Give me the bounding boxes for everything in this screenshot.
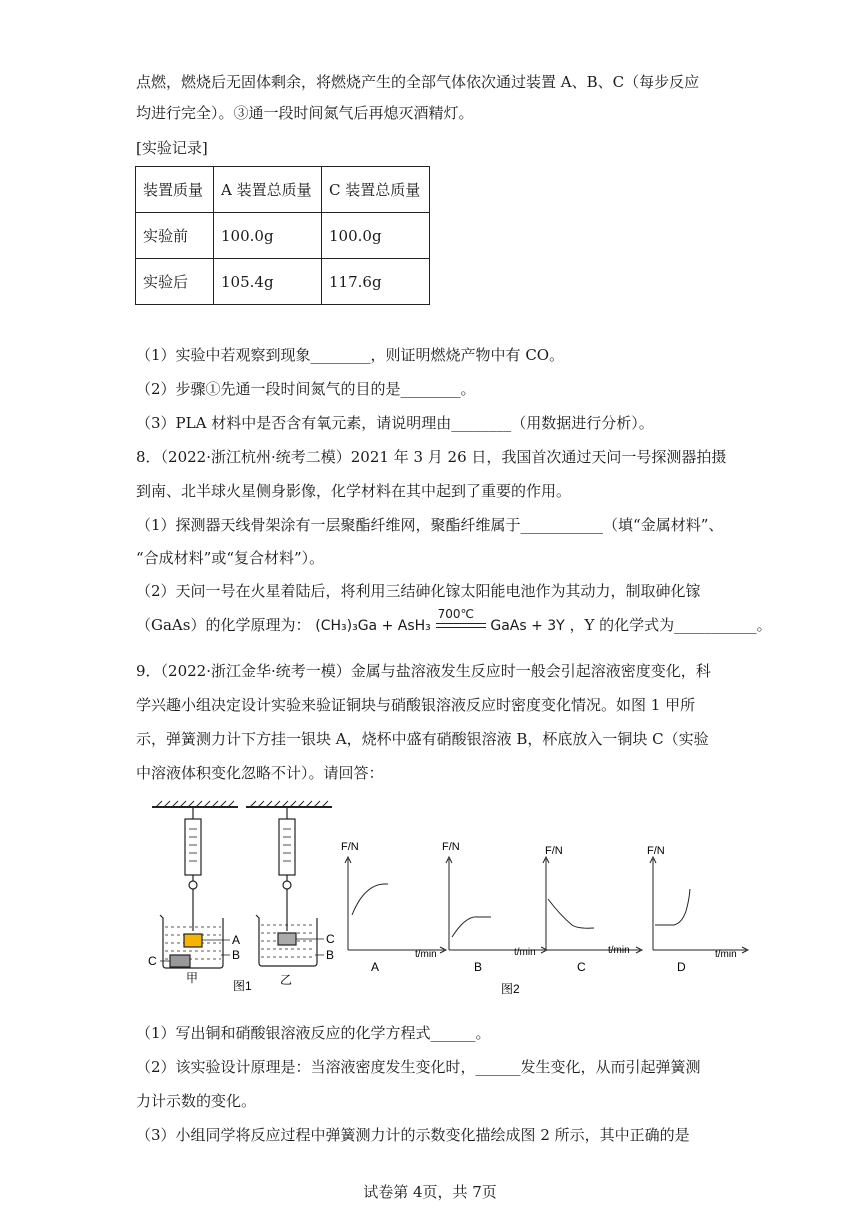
- reaction-arrow: [436, 607, 486, 637]
- table-cell: 实验前: [136, 213, 214, 259]
- graph-d: [650, 857, 748, 953]
- reaction-condition: 700℃: [437, 607, 474, 621]
- graph-a: [345, 857, 446, 953]
- q8-sub1-line-1: （1）探测器天线骨架涂有一层聚酯纤维网，聚酯纤维属于___________（填“金属材料”、: [136, 516, 724, 534]
- q9-head-4: 中溶液体积变化忽略不计）。请回答：: [136, 764, 384, 782]
- graph-a-ylabel: F/N: [341, 841, 359, 853]
- table-row: [136, 213, 430, 259]
- graph-d-ylabel: F/N: [647, 845, 665, 857]
- fig1-label-b-yi: B: [326, 948, 335, 962]
- graph-b-label: B: [474, 960, 483, 974]
- graph-c-xlabel: t/min: [608, 945, 630, 956]
- formula-products: GaAs + 3Y: [490, 618, 565, 634]
- graph-a-label: A: [371, 960, 380, 974]
- record-table: [135, 166, 430, 305]
- table-header-cell: C 装置总质量: [322, 167, 430, 213]
- table-cell: 100.0g: [322, 213, 430, 259]
- q7-sub-3: （3）PLA 材料中是否含有氧元素，请说明理由________（用数据进行分析）。: [136, 414, 654, 432]
- table-cell: 117.6g: [322, 259, 430, 305]
- q9-sub-3: （3）小组同学将反应过程中弹簧测力计的示数变化描绘成图 2 所示，其中正确的是: [136, 1126, 690, 1144]
- graph-d-label: D: [677, 960, 686, 974]
- q7-sub-2: （2）步骤①先通一段时间氮气的目的是________。: [136, 380, 476, 398]
- fig1-label-jia: 甲: [186, 971, 199, 985]
- q9-head-3: 示，弹簧测力计下方挂一银块 A，烧杯中盛有硝酸银溶液 B，杯底放入一铜块 C（实验: [136, 730, 709, 748]
- formula-suffix: ，Y 的化学式为___________。: [569, 616, 772, 634]
- formula-reactants: (CH₃)₃Ga + AsH₃: [315, 618, 431, 634]
- q9-sub-2-cont: 力计示数的变化。: [136, 1092, 257, 1110]
- table-row: [136, 259, 430, 305]
- q9-sub-2: （2）该实验设计原理是：当溶液密度发生变化时，______发生变化，从而引起弹簧测: [136, 1058, 701, 1076]
- q8-head-1: 8．（2022·浙江杭州·统考二模）2021 年 3 月 26 日，我国首次通过天问一号探测器拍摄: [136, 448, 727, 466]
- table-header-cell: 装置质量: [136, 167, 214, 213]
- fig1-label-c-yi: C: [326, 932, 335, 946]
- graph-d-xlabel: t/min: [715, 949, 737, 960]
- table-cell: 105.4g: [214, 259, 322, 305]
- figure2-caption: 图2: [501, 982, 520, 996]
- page-footer: 试卷第 4页，共 7页: [363, 1183, 497, 1201]
- table-header-cell: A 装置总质量: [214, 167, 322, 213]
- table-cell: 实验后: [136, 259, 214, 305]
- fig1-label-a: A: [232, 933, 241, 947]
- formula-prefix: （GaAs）的化学原理为：: [136, 616, 311, 634]
- q8-sub2-line-1: （2）天问一号在火星着陆后，将利用三结砷化镓太阳能电池作为其动力，制取砷化镓: [136, 582, 701, 600]
- fig1-label-b: B: [232, 948, 241, 962]
- q8-sub1-line-2: “合成材料”或“复合材料”）。: [136, 549, 325, 567]
- q9-head-1: 9．（2022·浙江金华·统考一模）金属与盐溶液发生反应时一般会引起溶液密度变化，科: [136, 662, 711, 680]
- figure-area: [0, 795, 860, 1015]
- graph-c: [543, 857, 642, 953]
- fig1-label-c: C: [148, 954, 157, 968]
- graph-b: [446, 857, 547, 953]
- graph-c-label: C: [577, 960, 586, 974]
- graph-b-xlabel: t/min: [514, 947, 536, 958]
- figure1-caption: 图1: [233, 979, 252, 993]
- intro-line-1: 点燃，燃烧后无固体剩余，将燃烧产生的全部气体依次通过装置 A、B、C（每步反应: [136, 73, 700, 91]
- q8-formula-line: [136, 607, 772, 637]
- intro-line-2: 均进行完全）。③通一段时间氮气后再熄灭酒精灯。: [136, 104, 474, 122]
- record-label: [实验记录]: [136, 139, 208, 157]
- table-header-row: [136, 167, 430, 213]
- figure1-apparatus-yi: [246, 801, 335, 966]
- q9-head-2: 学兴趣小组决定设计实验来验证铜块与硝酸银溶液反应时密度变化情况。如图 1 甲所: [136, 696, 696, 714]
- graph-a-xlabel: t/min: [415, 949, 437, 960]
- fig1-label-yi: 乙: [280, 973, 293, 987]
- q9-sub-1: （1）写出铜和硝酸银溶液反应的化学方程式______。: [136, 1024, 491, 1042]
- figure1-apparatus-jia: [152, 801, 241, 968]
- table-cell: 100.0g: [214, 213, 322, 259]
- q8-head-2: 到南、北半球火星侧身影像，化学材料在其中起到了重要的作用。: [136, 482, 572, 500]
- graph-c-ylabel: F/N: [545, 845, 563, 857]
- q7-sub-1: （1）实验中若观察到现象________，则证明燃烧产物中有 CO。: [136, 346, 565, 364]
- graph-b-ylabel: F/N: [442, 841, 460, 853]
